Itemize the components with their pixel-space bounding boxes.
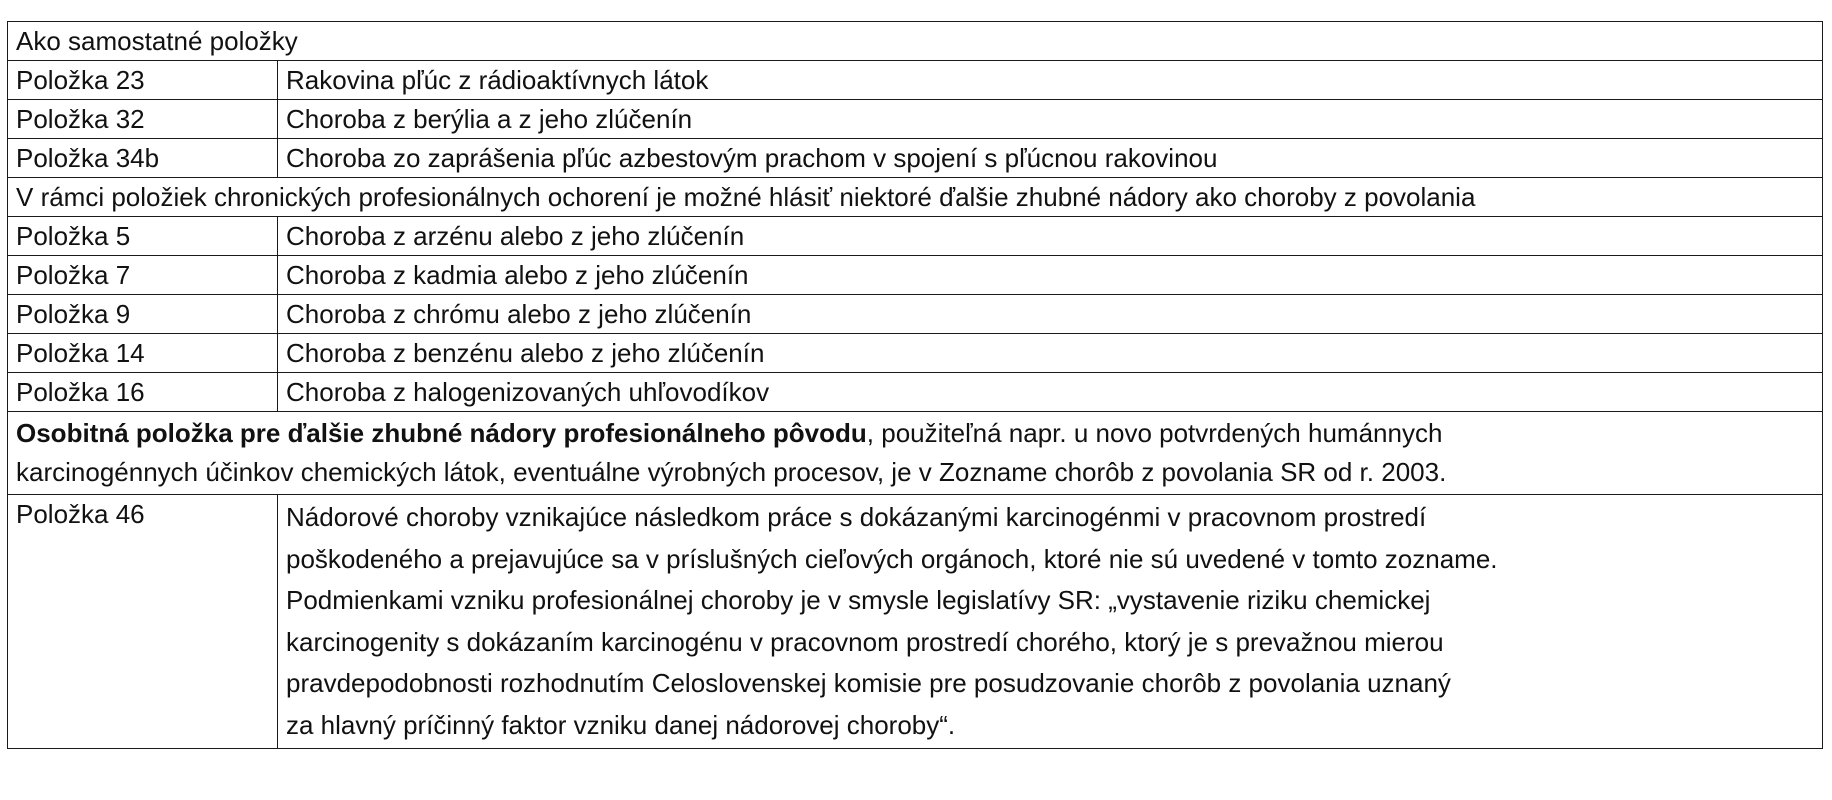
table-row	[8, 256, 1823, 295]
item-description: Choroba z berýlia a z jeho zlúčenín	[278, 100, 1823, 139]
table-row	[8, 295, 1823, 334]
item-description: Rakovina pľúc z rádioaktívnych látok	[278, 61, 1823, 100]
item-number: Položka 9	[8, 295, 278, 334]
item-number: Položka 16	[8, 373, 278, 412]
item-description: Choroba z benzénu alebo z jeho zlúčenín	[278, 334, 1823, 373]
description-line: pravdepodobnosti rozhodnutím Celoslovenskej komisie pre posudzovanie chorôb z povolania uznaný	[286, 668, 1451, 698]
occupational-disease-table	[7, 21, 1823, 749]
special-line-2: karcinogénnych účinkov chemických látok, eventuálne výrobných procesov, je v Zozname chorôb z povolania SR od r. 2003.	[16, 457, 1447, 487]
item-number: Položka 23	[8, 61, 278, 100]
item-number: Položka 14	[8, 334, 278, 373]
item-number: Položka 7	[8, 256, 278, 295]
special-rest-text: , použiteľná napr. u novo potvrdených humánnych	[866, 418, 1443, 448]
section-header-row	[8, 22, 1823, 61]
item-number: Položka 34b	[8, 139, 278, 178]
section-header-standalone: Ako samostatné položky	[8, 22, 1823, 61]
table-row	[8, 139, 1823, 178]
table-row	[8, 61, 1823, 100]
table-row	[8, 100, 1823, 139]
table-row	[8, 373, 1823, 412]
table-row	[8, 495, 1823, 749]
item-description: Choroba zo zaprášenia pľúc azbestovým prachom v spojení s pľúcnou rakovinou	[278, 139, 1823, 178]
table-row	[8, 334, 1823, 373]
table-row	[8, 217, 1823, 256]
special-line-1	[16, 414, 1815, 453]
item-description: Choroba z arzénu alebo z jeho zlúčenín	[278, 217, 1823, 256]
item-number: Položka 5	[8, 217, 278, 256]
section-header-row	[8, 412, 1823, 495]
item-description	[278, 495, 1823, 749]
description-line: Nádorové choroby vznikajúce následkom práce s dokázanými karcinogénmi v pracovnom prostredí	[286, 502, 1427, 532]
item-number: Položka 32	[8, 100, 278, 139]
description-line: karcinogenity s dokázaním karcinogénu v pracovnom prostredí chorého, ktorý je s prevažnou mierou	[286, 626, 1444, 657]
item-number: Položka 46	[8, 495, 278, 749]
item-description: Choroba z kadmia alebo z jeho zlúčenín	[278, 256, 1823, 295]
item-description: Choroba z halogenizovaných uhľovodíkov	[278, 373, 1823, 412]
description-line: za hlavný príčinný faktor vzniku danej nádorovej choroby“.	[286, 709, 956, 740]
section-header-chronic: V rámci položiek chronických profesionálnych ochorení je možné hlásiť niektoré ďalšie zhubné nádory ako choroby z povolania	[8, 178, 1823, 217]
item-description: Choroba z chrómu alebo z jeho zlúčenín	[278, 295, 1823, 334]
section-header-special	[8, 412, 1823, 495]
description-line: Podmienkami vzniku profesionálnej choroby je v smysle legislatívy SR: „vystavenie riziku chemickej	[286, 585, 1431, 615]
section-header-row	[8, 178, 1823, 217]
special-bold-text: Osobitná položka pre ďalšie zhubné nádory profesionálneho pôvodu	[16, 418, 867, 448]
description-line: poškodeného a prejavujúce sa v príslušných cieľových orgánoch, ktoré nie sú uvedené v tomto zozname.	[286, 543, 1498, 574]
